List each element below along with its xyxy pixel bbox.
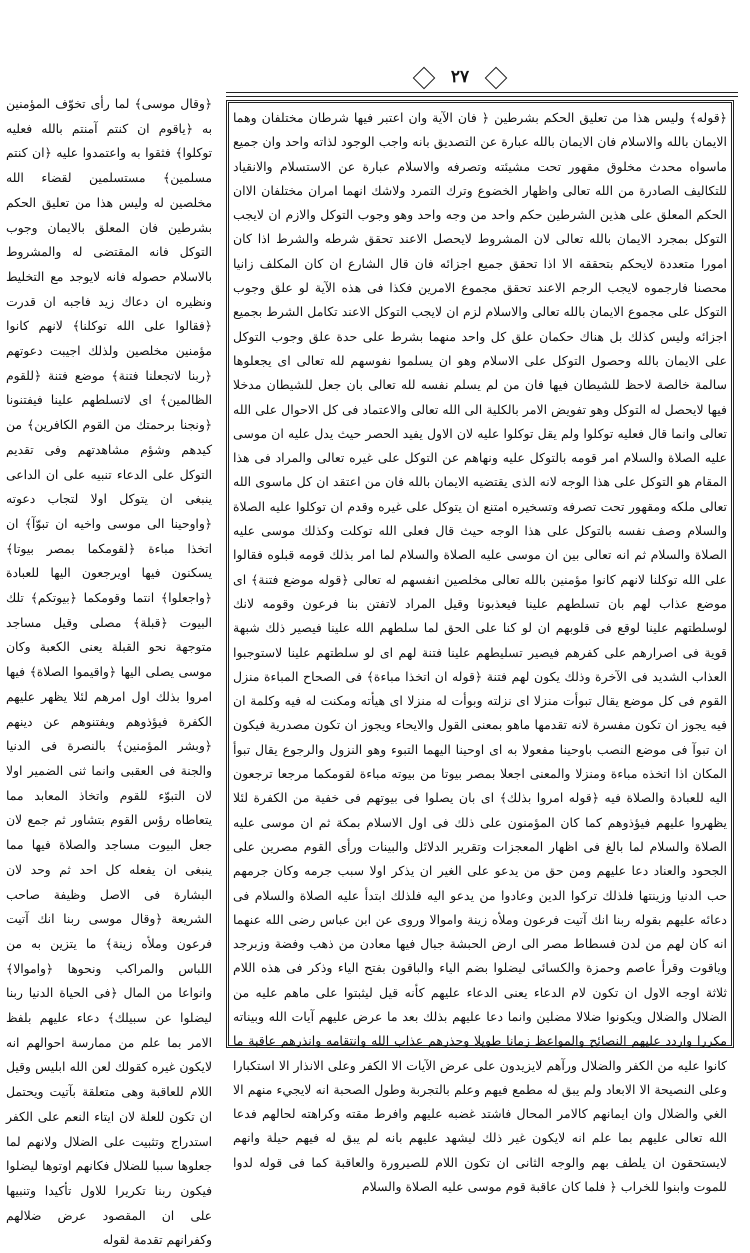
main-commentary [233, 106, 727, 1195]
page-number: ٢٧ [420, 66, 500, 88]
header-rule [226, 92, 738, 97]
main-commentary-text: ﴿قوله﴾ وليس هذا من تعليق الحكم بشرطين ﴿ فان الآية وان اعتبر فيها شرطان مختلفان وهما الايمان بالله والاسلام فان الايمان بالله عبارة عن التصديق بانه واجب الوجود لذاته واحد وان جميع ماسواه محدث مخلوق مقهور تحت مشيئته وتصرفه والاسلام عبارة عن الاستسلام والانقياد للتكاليف الصادرة من الله تعالى واظهار الخضوع وترك التمرد ولاشك انهما امران مختلفان الاان الحكم المعلق على هذين الشرطين حكم واحد من وجه واحد وهو وجوب التوكل والازم ان لايجب التوكل بمجرد الايمان بالله تعالى لان المشروط لايحصل الاعند تحقق شرطه والشرط اذا كان امورا متعددة لايحكم بتحققه الا اذا تحقق جميع اجزائه فان قال الشارع ان كان المكلف زانيا محصنا فارجموه لايجب الرجم الاعند تحقق مجموع الامرين فكذا فى هذه الآية لو علق وجوب التوكل على مجموع الايمان بالله تعالى والاسلام لزم ان لايجب التوكل الاعند تكامل الشرط بجميع اجزائه وليس كذلك بل هناك حكمان علق كل واحد منهما بشرط على حدة علق وجوب التوكل على الايمان بالله وحصول التوكل على الاسلام وهو ان يسلموا نفوسهم لله تعالى اى يجعلوها سالمة خالصة لاحظ للشيطان فيها فان من لم يسلم نفسه لله تعالى بان جعل للشيطان مدخلا فيها لايحصل له التوكل وهو تفويض الامر بالكلية الى الله تعالى والاعتماد فى كل الاحوال على الله تعالى وانما قال فعليه توكلوا ولم يقل توكلوا عليه لان الاول يفيد الحصر حيث يدل عليه ان موسى عليه الصلاة والسلام امر قومه بالتوكل عليه ونهاهم عن التوكل على غيره تعالى والمراد فى هذا المقام هو التوكل على هذا الوجه لانه الذى يقتضيه الايمان بالله فان من اعتقد ان كل ماسوى الله تعالى ملكه ومقهور تحت تصرفه وتسخيره امتنع ان يتوكل على غيره وقدم ان توكلوا عليه الصلاة والسلام وصف نفسه بالتوكل على هذا الوجه حيث قال فعلى الله توكلت وكذلك موسى عليه الصلاة والسلام ثم انه تعالى بين ان موسى عليه الصلاة والسلام لما امر بذلك قومه قبلوه فقالوا على الله توكلنا لانهم كانوا مؤمنين بالله تعالى مخلصين انفسهم له تعالى ﴿قوله موضع فتنة﴾ اى موضع عذاب لهم بان تسلطهم علينا فيعذبونا وقيل المراد لاتفتن بنا فرعون وقومه لانك لوسلطتهم علينا لوقع فى قلوبهم ان لو كنا على الحق لما سلطهم الله علينا فيصير ذلك شبهة قوية فى اصرارهم على كفرهم فيصير تسليطهم علينا فتنة لهم اى لو سلطتهم علينا لاستوجبوا العذاب الشديد فى الآخرة وذلك يكون لهم فتنة ﴿قوله ان اتخذا مباءة﴾ فى الصحاح المباءة منزل القوم فى كل موضع يقال تبوأت منزلا اى نزلته وبوأت له منزلا اى هيأته ومكنت له فيه وكلمة ان فيه يجوز ان تكون مفسرة لانه تقدمها ماهو بمعنى القول والايحاء ويجوز ان تكون مصدرية فيكون ان تبوآ فى موضع النصب باوحينا مفعولا به اى اوحينا اليهما التبوء وهو النزول والرجوع يقال تبوأ المكان اذا اتخذه مباءة ومنزلا والمعنى اجعلا بمصر بيوتا من بيوته مباءة لقومكما مرجعا ترجعون اليه للعبادة والصلاة فيه ﴿قوله امروا بذلك﴾ اى بان يصلوا فى بيوتهم فى خفية من الكفرة لئلا يظهروا عليهم فيؤذوهم كما كان المؤمنون على ذلك فى اول الاسلام بمكة ثم ان موسى عليه الصلاة والسلام لما بالغ فى اظهار المعجزات وتقرير الدلائل والبينات ورأى القوم مصرين على الجحود والعناد دعا عليهم ومن حق من يدعو على الغير ان يذكر اولا سبب جرمه وكان جرمهم حب الدنيا وزينتها فلذلك تركوا الدين وعادوا من يدعو اليه فلذلك ابتدأ عليه الصلاة والسلام فى دعائه عليهم بقوله ربنا انك آتيت فرعون وملأه زينة واموالا وروى عن ابن عباس رضى الله عنهما انه كان لهم من لدن فسطاط مصر الى ارض الحبشة جبال فيها معادن من ذهب وفضة وزبرجد وياقوت وقرأ عاصم وحمزة والكسائى ليضلوا بضم الياء والباقون بفتح الياء وذكر فى هذه اللام ثلاثة اوجه الاول ان تكون لام الدعاء يعنى الدعاء عليهم كأنه قيل ليثبتوا على ماهم عليه من الضلال والضلال ويكونوا ضلالا مضلين وانما دعا عليهم بذلك بعد ما عرض عليهم آيات الله وبيناته مكررا واردد عليهم النصائح والمواعظ زمانا طويلا وحذرهم عذاب الله وانتقامه وانذرهم عاقبة ما كانوا عليه من الكفر والضلال ورآهم لايزيدون على عرض الآيات الا الكفر وعلى الانذار الا استكبارا وعلى النصيحة الا الابعاد ولم يبق له مطمع فيهم وعلم بالتجربة وطول الصحبة انه لايجيء منهم الا الغي والضلال وان ايمانهم كالامر المحال فاشتد غضبه عليهم وافرط مقته وكراهته لحالهم فدعا الله تعالى عليهم بما علم انه لايكون غير ذلك ليشهد عليهم بانه لم يبق له فيهم حيلة وانهم لايستحقون ان يلطف بهم والوجه الثانى ان تكون اللام للصيرورة والعاقبة كما فى قوله لدوا للموت وابنوا للخراب ﴿ فلما كان عاقبة قوم موسى عليه الصلاة والسلام [233, 110, 727, 1195]
margin-commentary-text: ﴿وقال موسى﴾ لما رأى تخوّف المؤمنين به ﴿ياقوم ان كنتم آمنتم بالله فعليه توكلوا﴾ فثقوا به واعتمدوا عليه ﴿ان كنتم مسلمين﴾ مستسلمين لقضاء الله مخلصين له وليس هذا من تعليق الحكم بشرطين فان المعلق بالايمان وجوب التوكل فانه المقتضى له والمشروط بالاسلام حصوله فانه لايوجد مع التخليط ونظيره ان دعاك زيد فاجبه ان قدرت ﴿فقالوا على الله توكلنا﴾ لانهم كانوا مؤمنين مخلصين ولذلك اجيبت دعوتهم ﴿ربنا لاتجعلنا فتنة﴾ موضع فتنة ﴿للقوم الظالمين﴾ اى لاتسلطهم علينا فيفتنونا ﴿ونجنا برحمتك من القوم الكافرين﴾ من كيدهم وشؤم مشاهدتهم وفى تقديم التوكل على الدعاء تنبيه على ان الداعى ينبغى ان يتوكل اولا لتجاب دعوته ﴿واوحينا الى موسى واخيه ان تبوّآ﴾ ان اتخذا مباءة ﴿لقومكما بمصر بيوتا﴾ يسكنون فيها اويرجعون اليها للعبادة ﴿واجعلوا﴾ انتما وقومكما ﴿بيوتكم﴾ تلك البيوت ﴿قبلة﴾ مصلى وقيل مساجد متوجهة نحو القبلة يعنى الكعبة وكان موسى يصلى اليها ﴿واقيموا الصلاة﴾ فيها امروا بذلك اول امرهم لئلا يظهر عليهم الكفرة فيؤذوهم ويفتنوهم عن دينهم ﴿وبشر المؤمنين﴾ بالنصرة فى الدنيا والجنة فى العقبى وانما ثنى الضمير اولا لان التبوّء للقوم واتخاذ المعابد مما يتعاطاه رؤس القوم بتشاور ثم جمع لان جعل البيوت مساجد والصلاة فيها مما ينبغى ان يفعله كل احد ثم وحد لان البشارة فى الاصل وظيفة صاحب الشريعة ﴿وقال موسى ربنا انك آتيت فرعون وملأه زينة﴾ ما يتزين به من اللباس والمراكب ونحوها ﴿واموالا﴾ وانواعا من المال ﴿فى الحياة الدنيا ربنا ليضلوا عن سبيلك﴾ دعاء عليهم بلفظ الامر بما علم من ممارسة احوالهم انه لايكون غيره كقولك لعن الله ابليس وقيل اللام للعاقبة وهى متعلقة بآتيت ويحتمل ان تكون للعلة لان ايتاء النعم على الكفر استدراج وتثبيت على الضلال ولانهم لما جعلوها سببا للضلال فكانهم اوتوها ليضلوا فيكون ربنا تكريرا للاول تأكيدا وتنبيها على ان المقصود عرض ضلالهم وكفرانهم تقدمة لقوله [6, 97, 212, 1248]
margin-commentary [6, 92, 212, 1248]
